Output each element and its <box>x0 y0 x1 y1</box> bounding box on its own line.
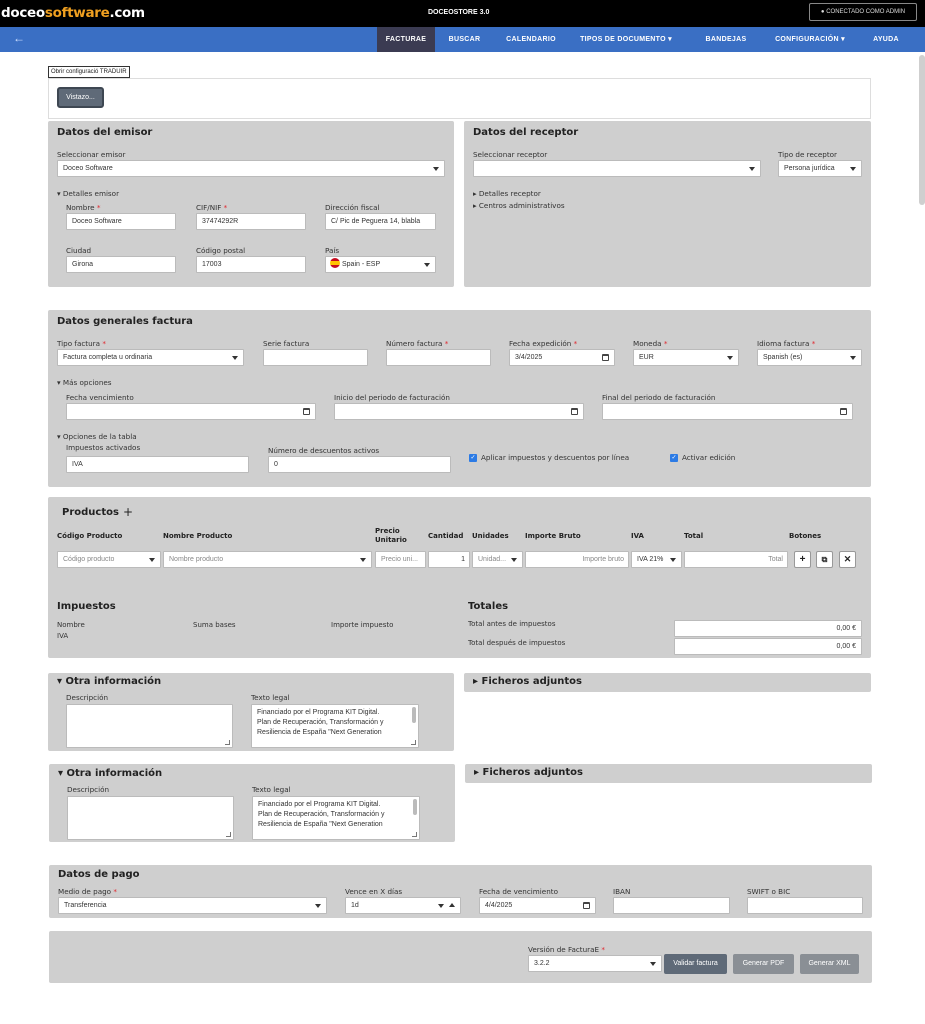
cp-label: Código postal <box>196 246 246 255</box>
imp-col-suma: Suma bases <box>193 621 236 629</box>
emisor-details-toggle[interactable]: ▾ Detalles emisor <box>57 189 120 198</box>
version-label: Versión de FacturaE * <box>528 945 605 954</box>
chevron-down-icon <box>670 558 676 562</box>
receptor-select[interactable] <box>473 160 761 177</box>
idioma-select[interactable]: Spanish (es) <box>757 349 862 366</box>
chevron-down-icon <box>749 167 755 171</box>
descuentos-field[interactable]: 0 <box>268 456 451 473</box>
col-precio: Precio Unitario <box>375 527 407 544</box>
chevron-down-icon <box>650 962 656 966</box>
col-iva: IVA <box>631 532 644 540</box>
generales-title: Datos generales factura <box>57 316 193 327</box>
stepper-up-icon[interactable] <box>449 903 455 907</box>
final-periodo-label: Final del periodo de facturación <box>602 393 716 402</box>
chevron-down-icon <box>727 356 733 360</box>
calendar-icon[interactable] <box>303 408 310 415</box>
importe-bruto-field[interactable]: Importe bruto <box>525 551 629 568</box>
imp-row-iva: IVA <box>57 632 69 640</box>
generar-pdf-button[interactable]: Generar PDF <box>733 954 794 974</box>
inicio-periodo-label: Inicio del periodo de facturación <box>334 393 450 402</box>
app-name: DOCEOSTORE 3.0 <box>428 9 490 16</box>
total-antes-value: 0,00 € <box>674 620 862 637</box>
tipo-factura-select[interactable]: Factura completa u ordinaria <box>57 349 244 366</box>
direccion-field[interactable]: C/ Pic de Peguera 14, blabla <box>325 213 436 230</box>
nombre-field[interactable]: Doceo Software <box>66 213 176 230</box>
chevron-down-icon: ▾ <box>841 36 845 43</box>
inicio-periodo-field[interactable] <box>334 403 584 420</box>
otra-info-title-2[interactable]: ▾ Otra información <box>58 768 163 779</box>
nav-item-calendario[interactable]: CALENDARIO <box>506 36 556 43</box>
fecha-vencimiento-label: Fecha vencimiento <box>66 393 134 402</box>
idioma-label: Idioma factura * <box>757 339 816 348</box>
logo[interactable]: doceosoftware.com <box>1 5 145 21</box>
col-unidades: Unidades <box>472 532 509 540</box>
imp-col-importe: Importe impuesto <box>331 621 394 629</box>
iban-label: IBAN <box>613 887 631 896</box>
detalles-receptor-toggle[interactable]: ▸ Detalles receptor <box>473 189 541 198</box>
cif-label: CIF/NIF * <box>196 203 228 212</box>
col-codigo: Código Producto <box>57 532 123 540</box>
col-cantidad: Cantidad <box>428 532 464 540</box>
final-periodo-field[interactable] <box>602 403 853 420</box>
iban-field[interactable] <box>613 897 730 914</box>
resize-handle-icon[interactable] <box>226 832 231 837</box>
connected-as-button[interactable]: ● CONECTADO COMO ADMIN <box>809 3 917 21</box>
pais-select[interactable]: Spain - ESP <box>325 256 436 273</box>
calendar-icon[interactable] <box>583 902 590 909</box>
descuentos-label: Número de descuentos activos <box>268 446 380 455</box>
nav-item-buscar[interactable]: BUSCAR <box>448 36 481 43</box>
totales-title: Totales <box>468 601 509 612</box>
swift-field[interactable] <box>747 897 863 914</box>
tipo-receptor-label: Tipo de receptor <box>778 150 838 159</box>
nav-item-bandejas[interactable]: BANDEJAS <box>705 36 747 43</box>
user-icon: ● <box>820 9 825 15</box>
add-product-icon[interactable]: + <box>123 505 134 519</box>
total-despues-value: 0,00 € <box>674 638 862 655</box>
descripcion-label-2: Descripción <box>67 785 110 794</box>
fecha-vencimiento-pago-label: Fecha de vencimiento <box>479 887 558 896</box>
aplicar-checkbox[interactable]: ✓ <box>470 455 476 461</box>
nav-item-tipos-documento[interactable]: TIPOS DE DOCUMENTO ▾ <box>580 36 672 43</box>
impuestos-activados-field[interactable]: IVA <box>66 456 249 473</box>
col-bruto: Importe Bruto <box>525 532 581 540</box>
texto-legal-label-2: Texto legal <box>252 785 291 794</box>
open-config-button[interactable]: Obrir configuració TRADUIR <box>48 66 130 78</box>
descripcion-textarea-1[interactable] <box>66 704 233 748</box>
medio-pago-label: Medio de pago * <box>58 887 117 896</box>
generar-xml-button[interactable]: Generar XML <box>800 954 859 974</box>
textarea-scrollbar[interactable] <box>412 707 416 723</box>
calendar-icon[interactable] <box>840 408 847 415</box>
moneda-label: Moneda * <box>633 339 668 348</box>
pais-label: País <box>325 246 340 255</box>
ficheros-title-2[interactable]: ▸ Ficheros adjuntos <box>474 767 583 778</box>
emisor-select-label: Seleccionar emisor <box>57 150 126 159</box>
col-botones: Botones <box>789 532 822 540</box>
receptor-select-label: Seleccionar receptor <box>473 150 548 159</box>
iva-select[interactable]: IVA 21% <box>631 551 682 568</box>
calendar-icon[interactable] <box>571 408 578 415</box>
chevron-down-icon <box>315 904 321 908</box>
texto-legal-label-1: Texto legal <box>251 693 290 702</box>
texto-legal-textarea-1[interactable]: Financiado por el Programa KIT Digital. Plan de Recuperación, Transformación y Resiliencia de España "Next Generation <box>251 704 419 748</box>
impuestos-title: Impuestos <box>57 601 116 612</box>
chevron-down-icon <box>149 558 155 562</box>
copy-icon: ⧉ <box>821 555 828 564</box>
vistazo-button[interactable]: Vistazo... <box>57 87 104 108</box>
nav-item-facturae[interactable]: FACTURAE <box>377 27 435 52</box>
activar-edicion-label: Activar edición <box>682 453 736 462</box>
version-select[interactable]: 3.2.2 <box>528 955 662 972</box>
resize-handle-icon[interactable] <box>412 832 417 837</box>
tipo-receptor-select[interactable]: Persona jurídica <box>778 160 862 177</box>
total-field[interactable]: Total <box>684 551 788 568</box>
numero-label: Número factura * <box>386 339 449 348</box>
fecha-vencimiento-pago-field[interactable]: 4/4/2025 <box>479 897 596 914</box>
chevron-down-icon <box>433 167 439 171</box>
tipo-factura-label: Tipo factura * <box>57 339 106 348</box>
nav-item-configuracion[interactable]: CONFIGURACIÓN ▾ <box>775 36 845 43</box>
descripcion-textarea-2[interactable] <box>67 796 234 840</box>
stepper-down-icon[interactable] <box>438 904 444 908</box>
nombre-producto-select[interactable]: Nombre producto <box>163 551 372 568</box>
emisor-select[interactable]: Doceo Software <box>57 160 445 177</box>
back-arrow-icon[interactable]: ← <box>13 31 25 45</box>
precio-field[interactable]: Precio uni... <box>375 551 426 568</box>
fecha-expedicion-label: Fecha expedición * <box>509 339 578 348</box>
chevron-down-icon <box>850 167 856 171</box>
chevron-down-icon <box>511 558 517 562</box>
nombre-label: Nombre * <box>66 203 101 212</box>
aplicar-label: Aplicar impuestos y descuentos por línea <box>481 453 630 462</box>
receptor-title: Datos del receptor <box>473 127 579 138</box>
ciudad-field[interactable]: Girona <box>66 256 176 273</box>
nav-item-ayuda[interactable]: AYUDA <box>873 36 899 43</box>
cif-field[interactable]: 37474292R <box>196 213 306 230</box>
add-row-button[interactable] <box>794 551 811 568</box>
total-antes-label: Total antes de impuestos <box>468 620 556 628</box>
ciudad-label: Ciudad <box>66 246 92 255</box>
delete-row-button[interactable] <box>839 551 856 568</box>
resize-handle-icon[interactable] <box>411 740 416 745</box>
plus-icon: + <box>799 554 806 565</box>
chevron-down-icon <box>360 558 366 562</box>
validar-factura-button[interactable]: Validar factura <box>664 954 727 974</box>
chevron-down-icon <box>424 263 430 267</box>
cantidad-field[interactable]: 1 <box>428 551 470 568</box>
serie-label: Serie factura <box>263 339 310 348</box>
emisor-title: Datos del emisor <box>57 127 153 138</box>
col-nombre: Nombre Producto <box>163 532 233 540</box>
mas-opciones-toggle[interactable]: ▾ Más opciones <box>57 378 112 387</box>
moneda-select[interactable]: EUR <box>633 349 739 366</box>
copy-row-button[interactable] <box>816 551 833 568</box>
activar-edicion-checkbox[interactable]: ✓ <box>671 455 677 461</box>
chevron-down-icon <box>850 356 856 360</box>
centros-toggle[interactable]: ▸ Centros administrativos <box>473 201 565 210</box>
col-total: Total <box>684 532 704 540</box>
codigo-producto-select[interactable]: Código producto <box>57 551 161 568</box>
cp-field[interactable]: 17003 <box>196 256 306 273</box>
imp-col-nombre: Nombre <box>57 621 85 629</box>
impuestos-activados-label: Impuestos activados <box>66 443 141 452</box>
textarea-scrollbar[interactable] <box>413 799 417 815</box>
preview-box <box>48 78 871 119</box>
swift-label: SWIFT o BIC <box>747 887 791 896</box>
calendar-icon[interactable] <box>602 354 609 361</box>
texto-legal-textarea-2[interactable]: Financiado por el Programa KIT Digital. Plan de Recuperación, Transformación y Resiliencia de España "Next Generation <box>252 796 420 840</box>
vence-stepper[interactable]: 1d <box>345 897 461 914</box>
fecha-expedicion-field[interactable]: 3/4/2025 <box>509 349 615 366</box>
chevron-down-icon: ▾ <box>668 36 672 43</box>
otra-info-title-1[interactable]: ▾ Otra información <box>57 676 162 687</box>
pago-title: Datos de pago <box>58 869 140 880</box>
unidades-select[interactable]: Unidad... <box>472 551 523 568</box>
close-icon: ✕ <box>843 554 852 564</box>
ficheros-title-1[interactable]: ▸ Ficheros adjuntos <box>473 676 582 687</box>
chevron-down-icon <box>232 356 238 360</box>
direccion-label: Dirección fiscal <box>325 203 380 212</box>
page-scrollbar[interactable] <box>919 55 925 205</box>
opciones-tabla-toggle[interactable]: ▾ Opciones de la tabla <box>57 432 137 441</box>
total-despues-label: Total después de impuestos <box>468 639 566 647</box>
fecha-vencimiento-field[interactable] <box>66 403 316 420</box>
medio-pago-select[interactable]: Transferencia <box>58 897 327 914</box>
vence-label: Vence en X días <box>345 887 403 896</box>
descripcion-label-1: Descripción <box>66 693 109 702</box>
productos-title: Productos <box>62 507 119 518</box>
numero-field[interactable] <box>386 349 491 366</box>
spain-flag-icon <box>330 258 340 268</box>
resize-handle-icon[interactable] <box>225 740 230 745</box>
serie-field[interactable] <box>263 349 368 366</box>
